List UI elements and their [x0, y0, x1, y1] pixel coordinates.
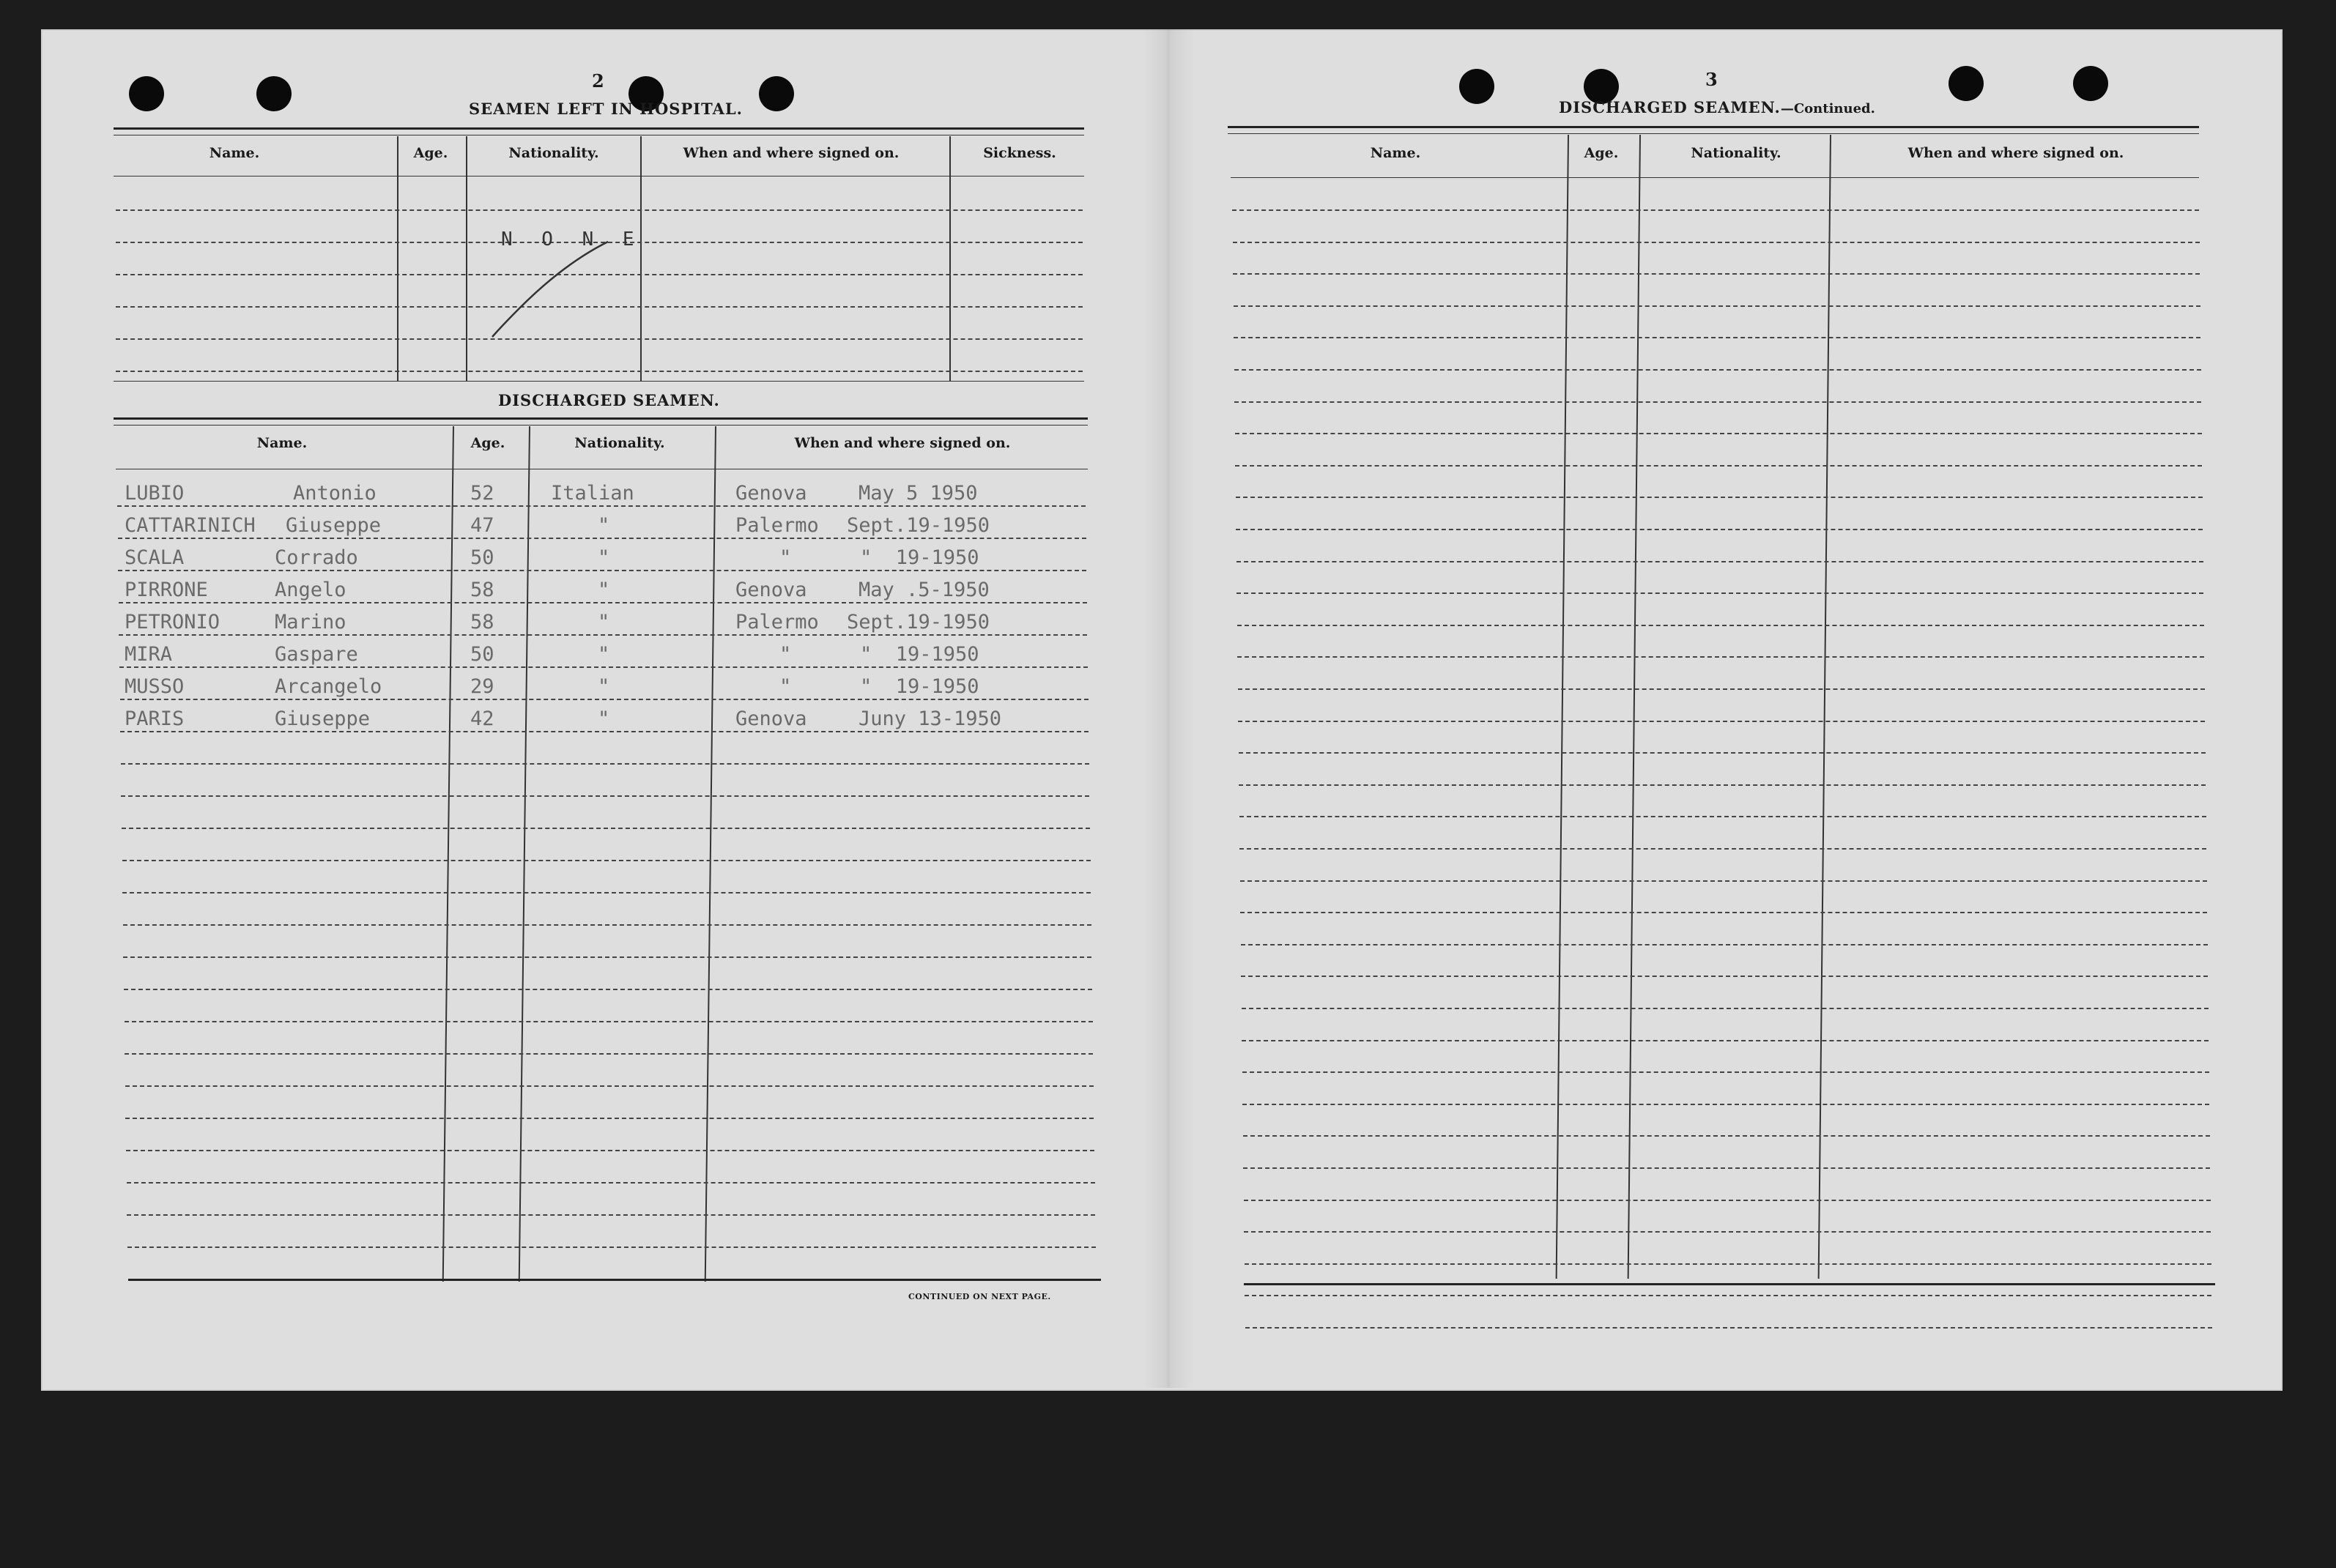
- ruled-line: [119, 634, 1087, 636]
- signed-on-date: " 19-1950: [860, 546, 979, 569]
- punch-hole: [759, 76, 794, 111]
- ruled-line: [124, 989, 1092, 990]
- page-number: 2: [592, 70, 604, 92]
- column-divider: [466, 136, 467, 381]
- cancel-stroke: [483, 234, 615, 344]
- col-head-name: Name.: [1370, 145, 1421, 161]
- signed-on-place: Genova: [735, 707, 807, 730]
- col-head-nationality: Nationality.: [508, 145, 599, 161]
- ruled-line: [1245, 1263, 2211, 1265]
- rule: [114, 417, 1088, 420]
- signed-on-place: Palermo: [735, 611, 819, 633]
- seaman-nationality: ": [598, 707, 610, 730]
- ruled-line: [121, 795, 1089, 797]
- col-head-signed-on: When and where signed on.: [1907, 145, 2124, 161]
- col-head-signed-on: When and where signed on.: [683, 145, 900, 161]
- seaman-nationality: ": [598, 643, 610, 666]
- seaman-age: 47: [470, 514, 494, 537]
- page-fold: [1143, 29, 1194, 1388]
- signed-on-date: Sept.19-1950: [847, 611, 990, 633]
- seaman-nationality: ": [598, 514, 610, 537]
- ruled-line: [121, 763, 1089, 765]
- signed-on-place: ": [779, 643, 792, 666]
- ruled-line: [1238, 721, 2205, 722]
- ruled-line: [123, 956, 1091, 958]
- ruled-line: [1241, 976, 2208, 977]
- ruled-line: [118, 570, 1086, 571]
- ruled-line: [1236, 592, 2203, 594]
- seaman-nationality: ": [598, 546, 610, 569]
- col-head-age: Age.: [1584, 145, 1619, 161]
- ruled-line: [122, 860, 1091, 861]
- hospital-section-title: SEAMEN LEFT IN HOSPITAL.: [469, 100, 743, 118]
- ruled-line: [116, 209, 1083, 211]
- seaman-age: 50: [470, 546, 494, 569]
- ruled-line: [127, 1246, 1096, 1248]
- rule: [1244, 1283, 2215, 1285]
- column-divider: [397, 136, 398, 381]
- seaman-surname: PARIS: [125, 707, 185, 730]
- seaman-given-name: Gaspare: [275, 643, 358, 666]
- seaman-surname: MUSSO: [125, 675, 185, 698]
- column-divider: [640, 136, 642, 381]
- ruled-line: [1242, 1071, 2209, 1073]
- ruled-line: [1234, 401, 2201, 403]
- col-head-name: Name.: [256, 435, 308, 451]
- rule: [1231, 177, 2199, 178]
- signed-on-place: ": [779, 675, 792, 698]
- seaman-age: 58: [470, 579, 494, 601]
- ruled-line: [1236, 497, 2203, 498]
- seaman-surname: MIRA: [125, 643, 173, 666]
- signed-on-place: Genova: [735, 579, 807, 601]
- seaman-given-name: Corrado: [275, 546, 358, 569]
- seaman-given-name: Giuseppe: [275, 707, 371, 730]
- punch-hole: [1459, 69, 1494, 104]
- ruled-line: [1238, 688, 2205, 690]
- col-head-nationality: Nationality.: [1691, 145, 1781, 161]
- seaman-nationality: ": [598, 611, 610, 633]
- signed-on-date: " 19-1950: [860, 643, 979, 666]
- page-number: 3: [1705, 69, 1718, 90]
- rule: [114, 176, 1084, 177]
- ruled-line: [1236, 529, 2203, 530]
- signed-on-date: Juny 13-1950: [859, 707, 1002, 730]
- ruled-line: [1235, 465, 2202, 467]
- ruled-line: [1245, 1295, 2211, 1296]
- punch-hole: [256, 76, 292, 111]
- seaman-age: 58: [470, 611, 494, 633]
- seaman-given-name: Marino: [275, 611, 346, 633]
- rule: [114, 381, 1084, 382]
- ruled-line: [1242, 1008, 2209, 1009]
- ruled-line: [119, 602, 1087, 603]
- seaman-surname: PIRRONE: [125, 579, 208, 601]
- seaman-nationality: ": [598, 579, 610, 601]
- ruled-line: [1242, 1040, 2209, 1041]
- signed-on-date: May 5 1950: [859, 482, 978, 505]
- ruled-line: [1243, 1167, 2210, 1169]
- col-head-nationality: Nationality.: [574, 435, 665, 451]
- ruled-line: [1240, 880, 2207, 882]
- col-head-age: Age.: [470, 435, 505, 451]
- seaman-age: 29: [470, 675, 494, 698]
- signed-on-place: ": [779, 546, 792, 569]
- signed-on-date: Sept.19-1950: [847, 514, 990, 537]
- none-note: N O N E: [501, 228, 643, 250]
- ruled-line: [127, 1182, 1095, 1184]
- seaman-nationality: Italian: [551, 482, 634, 505]
- seaman-nationality: ": [598, 675, 610, 698]
- ruled-line: [1239, 752, 2206, 754]
- ruled-line: [1237, 625, 2204, 626]
- ruled-line: [120, 731, 1089, 732]
- column-divider: [949, 136, 951, 381]
- ruled-line: [1243, 1135, 2210, 1137]
- ruled-line: [125, 1085, 1094, 1087]
- seaman-given-name: Arcangelo: [275, 675, 382, 698]
- ruled-line: [1242, 1104, 2209, 1105]
- ruled-line: [123, 924, 1091, 926]
- ruled-line: [1244, 1200, 2211, 1201]
- ruled-line: [122, 892, 1091, 893]
- col-head-sickness: Sickness.: [983, 145, 1056, 161]
- seaman-surname: LUBIO: [125, 482, 185, 505]
- rule: [114, 425, 1088, 426]
- ruled-line: [118, 538, 1086, 539]
- col-head-name: Name.: [209, 145, 260, 161]
- ruled-line: [1234, 337, 2200, 338]
- right-section-title: [1559, 98, 1875, 116]
- ruled-line: [122, 828, 1090, 829]
- ruled-line: [116, 371, 1083, 372]
- ruled-line: [1236, 561, 2203, 562]
- right-title-main: DISCHARGED SEAMEN.: [1559, 98, 1781, 116]
- signed-on-date: " 19-1950: [860, 675, 979, 698]
- ruled-line: [1234, 305, 2200, 307]
- rule: [1228, 133, 2199, 134]
- col-head-signed-on: When and where signed on.: [794, 435, 1011, 451]
- ruled-line: [1232, 209, 2199, 211]
- signed-on-place: Genova: [735, 482, 807, 505]
- ruled-line: [126, 1150, 1094, 1151]
- seaman-age: 42: [470, 707, 494, 730]
- ruled-line: [119, 666, 1088, 668]
- ruled-line: [1234, 369, 2201, 371]
- discharged-section-title: DISCHARGED SEAMEN.: [498, 391, 720, 409]
- seaman-surname: SCALA: [125, 546, 185, 569]
- signed-on-date: May .5-1950: [859, 579, 990, 601]
- rule: [114, 127, 1084, 130]
- signed-on-place: Palermo: [735, 514, 819, 537]
- seaman-given-name: Giuseppe: [286, 514, 382, 537]
- seaman-age: 50: [470, 643, 494, 666]
- ruled-line: [1241, 944, 2208, 945]
- ruled-line: [1233, 273, 2200, 275]
- punch-hole: [2073, 66, 2108, 101]
- ruled-line: [127, 1214, 1095, 1216]
- ruled-line: [1240, 912, 2207, 913]
- punch-hole: [129, 76, 164, 111]
- ruled-line: [117, 505, 1086, 507]
- ruled-line: [1235, 433, 2202, 434]
- punch-hole: [1948, 66, 1984, 101]
- ruled-line: [1239, 848, 2206, 850]
- seaman-surname: CATTARINICH: [125, 514, 256, 537]
- col-head-age: Age.: [413, 145, 448, 161]
- ruled-line: [125, 1021, 1093, 1022]
- ruled-line: [1237, 656, 2204, 658]
- ruled-line: [1239, 816, 2206, 817]
- rule: [1228, 126, 2199, 128]
- ruled-line: [125, 1053, 1093, 1055]
- rule: [128, 1279, 1101, 1281]
- seaman-given-name: Angelo: [275, 579, 346, 601]
- ruled-line: [1245, 1327, 2212, 1329]
- ruled-line: [125, 1118, 1094, 1119]
- ruled-line: [1233, 242, 2200, 243]
- seaman-age: 52: [470, 482, 494, 505]
- ruled-line: [1239, 784, 2206, 786]
- continued-footer: CONTINUED ON NEXT PAGE.: [908, 1292, 1051, 1301]
- right-title-suffix: —Continued.: [1780, 101, 1875, 116]
- ruled-line: [1244, 1231, 2211, 1233]
- seaman-given-name: Antonio: [293, 482, 377, 505]
- seaman-surname: PETRONIO: [125, 611, 220, 633]
- ruled-line: [120, 699, 1089, 700]
